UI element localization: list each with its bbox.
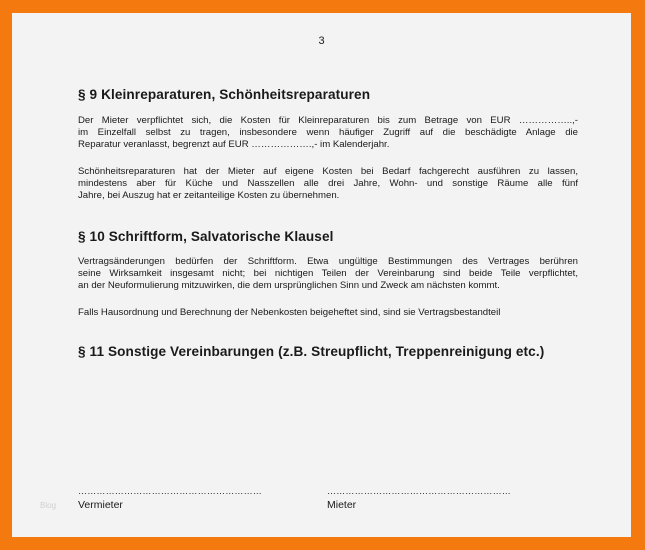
text-line: Vertragsänderungen bedürfen der Schriftform. Etwa ungültige Bestimmungen des Vertrages berühren <box>78 256 578 267</box>
signature-line: …………………………………………………… <box>327 487 511 496</box>
landlord-signature <box>78 487 266 511</box>
text-line: im Einzelfall selbst zu tragen, insbesondere wenn häufiger Zugriff auf die beschädigte Anlage die <box>78 127 578 138</box>
section-11-heading: § 11 Sonstige Vereinbarungen (z.B. Streupflicht, Treppenreinigung etc.) <box>78 344 545 359</box>
text-line: Falls Hausordnung und Berechnung der Nebenkosten beigeheftet sind, sind sie Vertragsbestandteil <box>78 307 501 318</box>
section-9-heading: § 9 Kleinreparaturen, Schönheitsreparaturen <box>78 87 371 102</box>
tenant-label: Mieter <box>327 499 357 511</box>
document-page <box>12 13 631 537</box>
watermark: Blog <box>40 501 57 510</box>
text-line: Der Mieter verpflichtet sich, die Kosten für Kleinreparaturen bis zum Betrage von EUR ……………..,- <box>78 115 578 126</box>
section-10-paragraph-2 <box>78 307 578 319</box>
page-number: 3 <box>318 35 325 47</box>
section-9-paragraph-2 <box>78 166 578 202</box>
text-line: Jahre, bei Auszug hat er zeitanteilige Kosten zu übernehmen. <box>78 190 340 201</box>
text-line: Reparatur veranlasst, begrenzt auf EUR ……………….,- im Kalenderjahr. <box>78 139 390 150</box>
section-9-paragraph-1 <box>78 115 578 151</box>
landlord-label: Vermieter <box>78 499 123 511</box>
text-line: Schönheitsreparaturen hat der Mieter auf eigene Kosten bei Bedarf fachgerecht ausführen zu lassen, <box>78 166 578 177</box>
text-line: seine Wirksamkeit insgesamt nicht; bei nichtigen Teilen der Vereinbarung sind beide Teile verpflichtet, <box>78 268 578 279</box>
text-line: an der Neuformulierung mitzuwirken, die dem ursprünglichen Sinn und Zweck am nächsten kommt. <box>78 280 500 291</box>
signature-line: …………………………………………………… <box>78 487 262 496</box>
section-10-heading: § 10 Schriftform, Salvatorische Klausel <box>78 229 334 244</box>
section-10-paragraph-1 <box>78 256 578 292</box>
tenant-signature <box>327 487 515 511</box>
text-line: mindestens aber für Küche und Nasszellen alle drei Jahre, Wohn- und sonstige Räume alle fünf <box>78 178 578 189</box>
